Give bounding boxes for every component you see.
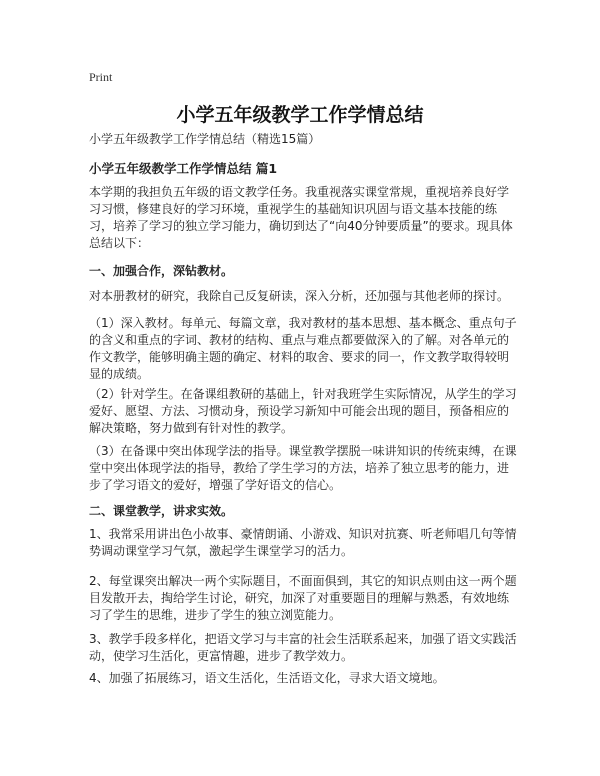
section-heading-1: 一、加强合作，深钻教材。 [89,264,234,278]
paragraph: （2）针对学生。在备课组教研的基础上，针对我班学生实际情况，从学生的学习爱好、愿望、方法、习惯动身，预设学习新知中可能会出现的题目，预备相应的解决策略，努力做到有针对性的教学。 [89,387,517,435]
section-heading-2: 二、课堂教学，讲求实效。 [89,504,234,518]
document-subtitle: 小学五年级教学工作学情总结（精选15篇） [89,132,321,146]
paragraph: 3、教学手段多样化，把语文学习与丰富的社会生活联系起来，加强了语文实践活动，使学习生活化，更富情趣，进步了教学效力。 [89,632,517,663]
paragraph: （1）深入教材。每单元、每篇文章，我对教材的基本思想、基本概念、重点句子的含义和重点的字词、教材的结构、重点与难点都要做深入的了解。对各单元的作文教学，能够明确主题的确定、材料的取舍、要求的同一，作文教学取得较明显的成绩。 [89,316,517,381]
paragraph: 4、加强了拓展练习，语文生活化，生活语文化，寻求大语文境地。 [89,671,445,685]
intro-paragraph: 本学期的我担负五年级的语文教学任务。我重视落实课堂常规，重视培养良好学习习惯，修建良好的学习环境，重视学生的基础知识巩固与语文基本技能的练习，培养了学习的独立学习能力，确切到达了“向40分钟要质量”的要求。现具体总结以下： [89,185,513,250]
article-title: 小学五年级教学工作学情总结 篇1 [89,161,278,176]
paragraph: （3）在备课中突出体现学法的指导。课堂教学摆脱一味讲知识的传统束缚，在课堂中突出体现学法的指导，教给了学生学习的方法，培养了独立思考的能力，进步了学习语文的爱好，增强了学好语文的信心。 [89,444,517,492]
paragraph: 对本册教材的研究，我除自己反复研读，深入分析，还加强与其他老师的探讨。 [89,289,510,303]
paragraph: 2、每堂课突出解决一两个实际题目，不面面俱到，其它的知识点则由这一两个题目发散开去，掏给学生讨论，研究，加深了对重要题目的理解与熟悉，有效地练习了学生的思维，进步了学生的独立浏览能力。 [89,574,517,622]
paragraph: 1、我常采用讲出色小故事、豪情朗诵、小游戏、知识对抗赛、听老师唱几句等情势调动课堂学习气氛，激起学生课堂学习的活力。 [89,527,517,558]
print-label[interactable]: Print [89,70,113,84]
page-title: 小学五年级教学工作学情总结 [176,104,424,126]
